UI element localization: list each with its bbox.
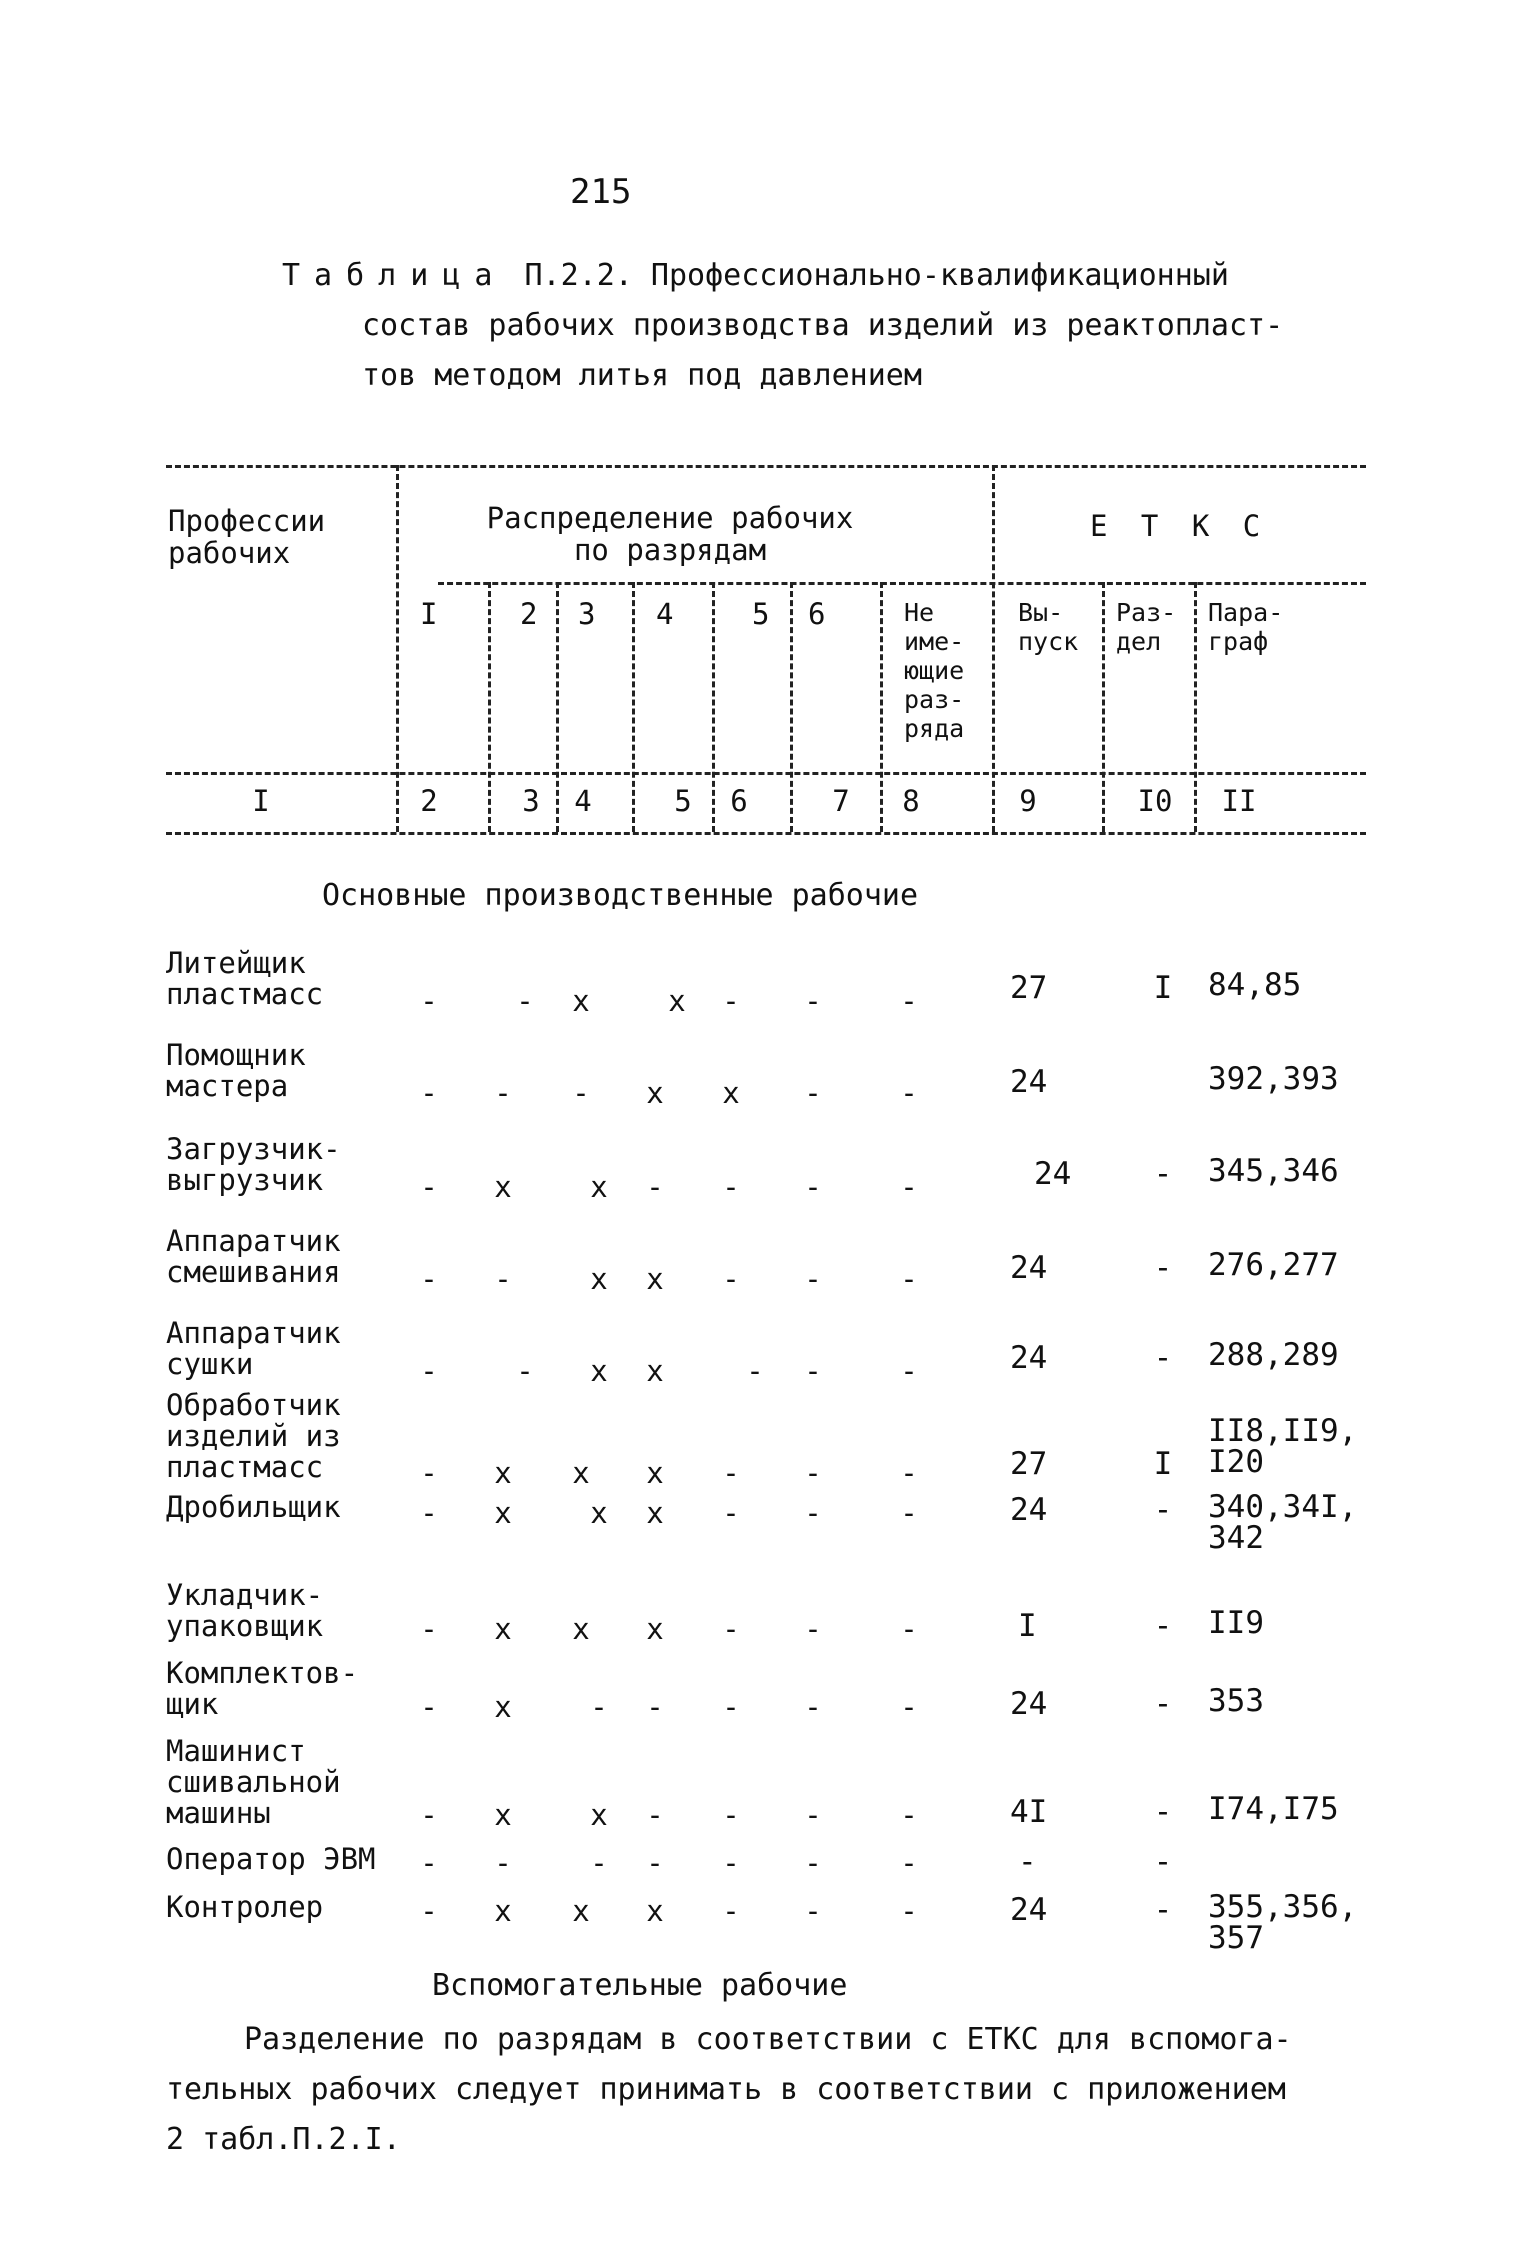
header-divider [556,582,559,832]
column-number: I [252,784,270,818]
grade-cell: x [494,1612,512,1646]
header-divider [488,582,491,832]
footer-line-3: 2 табл.П.2.I. [166,2122,401,2157]
grade-cell: - [804,1612,822,1646]
header-no-grade-line: ющие [904,656,965,685]
grade-cell: - [900,1354,918,1388]
header-professions-line: рабочих [168,536,291,570]
grade-cell: x [646,1612,664,1646]
grade-cell: x [494,1170,512,1204]
grade-cell: - [900,984,918,1018]
section-value: - [1153,1844,1173,1880]
grade-cell: - [804,984,822,1018]
header-paragraph-line: граф [1208,627,1269,656]
paragraph-value: 276,277 [1208,1247,1339,1283]
header-divider [790,582,793,832]
header-no-grade-line: ряда [904,714,965,743]
header-divider [992,465,995,832]
section-value: I [1153,1446,1173,1482]
header-top-rule [166,465,1366,468]
grade-cell: - [420,1262,438,1296]
header-distribution-line: Распределение рабочих [486,501,854,535]
issue-value: 24 [1010,1892,1048,1928]
grade-cell: x [646,1456,664,1490]
grade-cell: - [494,1262,512,1296]
footer-line-2: тельных рабочих следует принимать в соответствии с приложением [166,2072,1286,2107]
grade-cell: x [590,1354,608,1388]
profession-name: Помощник мастера [166,1038,306,1103]
grade-cell: x [494,1894,512,1928]
grade-cell: x [668,984,686,1018]
header-grade-6: 6 [808,597,826,631]
section-value: I [1153,970,1173,1006]
header-grade-2: 2 [520,597,538,631]
section-value: - [1153,1794,1173,1830]
table-caption-title: П.2.2. Профессионально-квалификационный [524,258,1229,293]
section-value: - [1153,1608,1173,1644]
table-caption-line-1 [282,258,1229,293]
header-bottom-rule [166,772,1366,775]
grade-cell: - [420,1456,438,1490]
grade-cell: x [646,1496,664,1530]
grade-cell: - [722,1846,740,1880]
header-divider [712,582,715,832]
header-etks: Е Т К С [1090,509,1269,543]
grade-cell: - [804,1262,822,1296]
issue-value: 24 [1034,1156,1072,1192]
header-divider [1194,582,1197,832]
profession-name: Литейщик пластмасс [166,946,324,1011]
issue-value: I [1018,1608,1037,1644]
footer-line-1: Разделение по разрядам в соответствии с ЕТКС для вспомога- [244,2022,1292,2057]
header-distribution [460,502,880,566]
grade-cell: - [420,1846,438,1880]
column-number: 7 [832,784,850,818]
header-no-grade [904,598,964,743]
grade-cell: - [646,1690,664,1724]
profession-name: Аппаратчик сушки [166,1316,341,1381]
grade-cell: - [900,1894,918,1928]
section-value: - [1153,1156,1173,1192]
column-number: 3 [522,784,540,818]
header-divider [632,582,635,832]
grade-cell: - [516,984,534,1018]
grade-cell: - [722,1456,740,1490]
profession-name: Оператор ЭВМ [166,1842,376,1876]
grade-cell: - [420,1170,438,1204]
grade-cell: - [722,1262,740,1296]
issue-value: 24 [1010,1686,1048,1722]
header-section-line: Раз- [1116,598,1177,627]
grade-cell: - [804,1690,822,1724]
issue-value: 24 [1010,1492,1048,1528]
grade-cell: - [572,1076,590,1110]
column-numbers-rule [166,832,1366,835]
grade-cell: - [900,1612,918,1646]
grade-cell: - [804,1798,822,1832]
paragraph-value: I74,I75 [1208,1791,1339,1827]
grade-cell: - [646,1170,664,1204]
grade-cell: - [590,1690,608,1724]
header-no-grade-line: раз- [904,685,965,714]
header-paragraph [1208,598,1283,656]
header-section [1116,598,1176,656]
section-title-auxiliary: Вспомогательные рабочие [432,1968,848,2003]
grade-cell: - [804,1076,822,1110]
grade-cell: x [494,1496,512,1530]
grade-cell: - [646,1846,664,1880]
grade-cell: - [590,1846,608,1880]
paragraph-value: 340,34I, 342 [1208,1489,1358,1556]
table-caption-line-2: состав рабочих производства изделий из реактопласт- [362,308,1284,343]
grade-cell: - [722,1894,740,1928]
grade-cell: x [590,1496,608,1530]
paragraph-value: 84,85 [1208,967,1302,1003]
grade-cell: - [722,1798,740,1832]
header-grade-3: 3 [578,597,596,631]
header-paragraph-line: Пара- [1208,598,1284,627]
profession-name: Комплектов- щик [166,1656,359,1721]
grade-cell: - [900,1076,918,1110]
header-divider [1102,582,1105,832]
issue-value: - [1018,1844,1037,1880]
page-number: 215 [570,172,632,212]
grade-cell: x [646,1076,664,1110]
grade-cell: - [420,1894,438,1928]
grade-cell: - [804,1170,822,1204]
grade-cell: - [722,1170,740,1204]
profession-name: Обработчик изделий из пластмасс [166,1388,341,1484]
issue-value: 24 [1010,1340,1048,1376]
grade-cell: x [590,1170,608,1204]
paragraph-value: 288,289 [1208,1337,1339,1373]
column-number: 5 [674,784,692,818]
header-no-grade-line: Не [904,598,935,627]
issue-value: 27 [1010,970,1048,1006]
grade-cell: x [722,1076,740,1110]
grade-cell: - [900,1846,918,1880]
grade-cell: - [420,1612,438,1646]
grade-cell: - [900,1456,918,1490]
grade-cell: x [646,1354,664,1388]
grade-cell: - [804,1496,822,1530]
grade-cell: - [900,1170,918,1204]
grade-cell: x [494,1456,512,1490]
paragraph-value: II8,II9, I20 [1208,1413,1358,1480]
grade-cell: - [494,1846,512,1880]
header-issue-line: пуск [1018,627,1079,656]
column-number: 4 [574,784,592,818]
column-number: 2 [420,784,438,818]
grade-cell: - [900,1496,918,1530]
header-distribution-line: по разрядам [573,533,767,567]
profession-name: Дробильщик [166,1490,341,1524]
column-number: 9 [1019,784,1037,818]
grade-cell: x [494,1798,512,1832]
grade-cell: - [804,1456,822,1490]
profession-name: Загрузчик- выгрузчик [166,1132,341,1197]
header-professions [168,505,325,569]
issue-value: 27 [1010,1446,1048,1482]
grade-cell: - [804,1354,822,1388]
section-value: - [1153,1892,1173,1928]
grade-cell: - [722,1690,740,1724]
grade-cell: x [572,1456,590,1490]
profession-name: Укладчик- упаковщик [166,1578,324,1643]
grade-cell: - [804,1846,822,1880]
profession-name: Аппаратчик смешивания [166,1224,341,1289]
grade-cell: - [746,1354,764,1388]
grade-cell: - [494,1076,512,1110]
grade-cell: x [646,1894,664,1928]
grade-cell: - [516,1354,534,1388]
section-title-main: Основные производственные рабочие [322,878,919,913]
table-caption-label: Таблица [282,258,507,293]
header-divider [880,582,883,832]
paragraph-value: 392,393 [1208,1061,1339,1097]
profession-name: Контролер [166,1890,324,1924]
column-number: I0 [1137,784,1173,818]
grade-cell: - [420,1690,438,1724]
grade-cell: - [420,1076,438,1110]
profession-name: Машинист сшивальной машины [166,1734,341,1830]
grade-cell: x [572,1894,590,1928]
grade-cell: x [572,1612,590,1646]
grade-cell: - [900,1262,918,1296]
column-number: II [1221,784,1257,818]
grade-cell: - [722,1496,740,1530]
grade-cell: - [900,1798,918,1832]
grade-cell: x [590,1262,608,1296]
grade-cell: x [572,984,590,1018]
header-mid-rule [438,582,1366,585]
table-caption-line-3: тов методом литья под давлением [362,358,922,393]
section-value: - [1153,1686,1173,1722]
grade-cell: - [646,1798,664,1832]
header-no-grade-line: име- [904,627,965,656]
grade-cell: x [494,1690,512,1724]
header-professions-line: Профессии [168,504,326,538]
grade-cell: x [590,1798,608,1832]
grade-cell: - [722,1612,740,1646]
header-grade-5: 5 [752,597,770,631]
header-divider [396,465,399,832]
header-grade-4: 4 [656,597,674,631]
paragraph-value: 345,346 [1208,1153,1339,1189]
grade-cell: - [420,1354,438,1388]
section-value: - [1153,1250,1173,1286]
paragraph-value: 353 [1208,1683,1264,1719]
grade-cell: - [900,1690,918,1724]
issue-value: 24 [1010,1064,1048,1100]
grade-cell: - [420,1496,438,1530]
section-value: - [1153,1340,1173,1376]
grade-cell: - [722,984,740,1018]
paragraph-value: 355,356, 357 [1208,1889,1358,1956]
header-section-line: дел [1116,627,1162,656]
header-issue [1018,598,1078,656]
column-number: 8 [902,784,920,818]
issue-value: 24 [1010,1250,1048,1286]
header-issue-line: Вы- [1018,598,1064,627]
paragraph-value: II9 [1208,1605,1264,1641]
column-number: 6 [730,784,748,818]
grade-cell: - [420,1798,438,1832]
grade-cell: - [420,984,438,1018]
grade-cell: - [804,1894,822,1928]
section-value: - [1153,1492,1173,1528]
header-grade-1: I [420,597,438,631]
grade-cell: x [646,1262,664,1296]
issue-value: 4I [1010,1794,1048,1830]
